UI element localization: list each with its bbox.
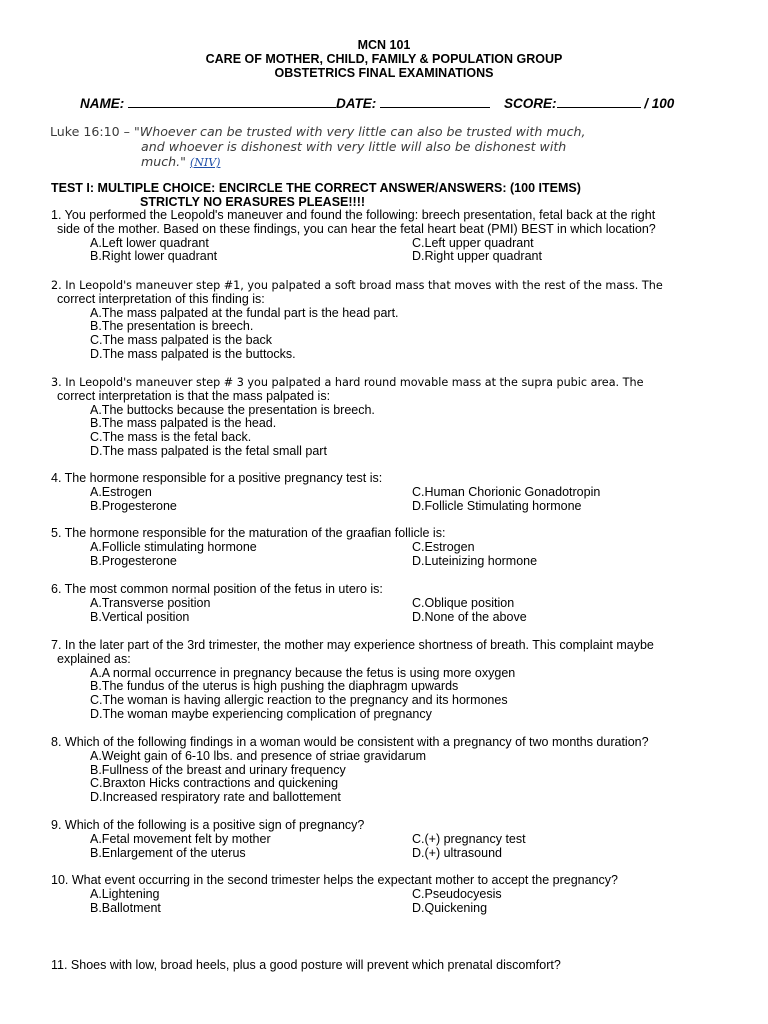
option-b[interactable]: B.Progesterone	[90, 553, 177, 568]
question-stem: 2. In Leopold's maneuver step #1, you palpated a soft broad mass that moves with the rest of the mass. The	[51, 279, 663, 292]
option-a[interactable]: A.Weight gain of 6-10 lbs. and presence of striae gravidarum	[90, 748, 427, 763]
option-a[interactable]: A.Follicle stimulating hormone	[90, 539, 257, 554]
test-subheading: STRICTLY NO ERASURES PLEASE!!!!	[140, 195, 366, 209]
option-c[interactable]: C.Left upper quadrant	[412, 235, 534, 250]
test-heading: TEST I: MULTIPLE CHOICE: ENCIRCLE THE CORRECT ANSWER/ANSWERS: (100 ITEMS)	[51, 181, 581, 195]
option-c[interactable]: C.The mass is the fetal back.	[90, 430, 252, 445]
question-stem: 11. Shoes with low, broad heels, plus a good posture will prevent which prenatal discomfort?	[51, 958, 561, 972]
verse-reference: Luke 16:10 –	[50, 124, 134, 139]
option-c[interactable]: C.The mass palpated is the back	[90, 333, 273, 348]
question-1	[51, 209, 751, 264]
option-a[interactable]: A.The mass palpated at the fundal part is the head part.	[90, 305, 399, 320]
name-label: NAME:	[80, 96, 128, 111]
option-d[interactable]: D.(+) ultrasound	[412, 845, 502, 860]
question-stem: 10. What event occurring in the second trimester helps the expectant mother to accept the pregnancy?	[51, 873, 618, 887]
question-2	[51, 279, 751, 362]
question-stem: 1. You performed the Leopold's maneuver and found the following: breech presentation, fetal back at the right	[51, 208, 656, 222]
option-a[interactable]: A.Lightening	[90, 886, 160, 901]
score-label: SCORE:	[504, 96, 557, 111]
verse-version-link[interactable]: (NIV)	[189, 156, 221, 169]
option-d[interactable]: D.Follicle Stimulating hormone	[412, 498, 582, 513]
question-stem: 9. Which of the following is a positive sign of pregnancy?	[51, 818, 365, 832]
option-c[interactable]: C.The woman is having allergic reaction to the pregnancy and its hormones	[90, 693, 508, 708]
exam-title: OBSTETRICS FINAL EXAMINATIONS	[274, 66, 494, 80]
option-a[interactable]: A.Transverse position	[90, 595, 211, 610]
option-b[interactable]: B.Progesterone	[90, 498, 177, 513]
question-11	[51, 959, 751, 973]
option-d[interactable]: D.Quickening	[412, 900, 488, 915]
option-b[interactable]: B.Ballotment	[90, 900, 161, 915]
question-stem: 6. The most common normal position of the fetus in utero is:	[51, 582, 383, 596]
option-b[interactable]: B.Enlargement of the uterus	[90, 845, 246, 860]
option-c[interactable]: C.(+) pregnancy test	[412, 831, 526, 846]
option-d[interactable]: D.The mass palpated is the buttocks.	[90, 346, 296, 361]
question-6	[51, 583, 751, 624]
score-blank[interactable]	[557, 95, 641, 108]
question-4	[51, 472, 751, 513]
question-stem: 4. The hormone responsible for a positive pregnancy test is:	[51, 471, 383, 485]
option-d[interactable]: D.None of the above	[412, 609, 527, 624]
test-instructions	[51, 181, 751, 209]
question-stem-cont: correct interpretation is that the mass palpated is:	[57, 388, 331, 403]
verse-line-3: much."	[141, 154, 186, 169]
question-10	[51, 874, 751, 915]
course-title: CARE OF MOTHER, CHILD, FAMILY & POPULATION GROUP	[205, 52, 563, 66]
date-blank[interactable]	[380, 95, 490, 108]
option-d[interactable]: D.Increased respiratory rate and ballottement	[90, 790, 341, 805]
question-stem: 7. In the later part of the 3rd trimester, the mother may experience shortness of breath. This complaint maybe	[51, 638, 654, 652]
verse-line-1: "Whoever can be trusted with very little can also be trusted with much,	[133, 124, 586, 139]
question-stem-cont: explained as:	[57, 651, 131, 666]
question-stem: 5. The hormone responsible for the maturation of the graafian follicle is:	[51, 526, 446, 540]
option-c[interactable]: C.Pseudocyesis	[412, 886, 502, 901]
option-b[interactable]: B.Vertical position	[90, 609, 190, 624]
option-a[interactable]: A.Estrogen	[90, 484, 152, 499]
option-c[interactable]: C.Oblique position	[412, 595, 515, 610]
score-total: / 100	[640, 96, 675, 111]
question-stem-cont: side of the mother. Based on these findings, you can hear the fetal heart beat (PMI) BEST in which location?	[57, 221, 656, 236]
question-5	[51, 527, 751, 568]
question-7	[51, 639, 751, 722]
option-d[interactable]: D.Luteinizing hormone	[412, 553, 538, 568]
option-a[interactable]: A.Left lower quadrant	[90, 235, 209, 250]
exam-header	[0, 38, 768, 80]
option-b[interactable]: B.The mass palpated is the head.	[90, 416, 277, 431]
option-c[interactable]: C.Estrogen	[412, 539, 475, 554]
option-c[interactable]: C.Braxton Hicks contractions and quickening	[90, 776, 339, 791]
option-d[interactable]: D.Right upper quadrant	[412, 249, 542, 264]
student-info-line	[80, 95, 720, 111]
option-a[interactable]: A.A normal occurrence in pregnancy because the fetus is using more oxygen	[90, 665, 516, 680]
option-b[interactable]: B.The fundus of the uterus is high pushing the diaphragm upwards	[90, 679, 459, 694]
question-stem: 8. Which of the following findings in a woman would be consistent with a pregnancy of two months duration?	[51, 735, 649, 749]
option-a[interactable]: A.The buttocks because the presentation is breech.	[90, 402, 375, 417]
date-label: DATE:	[336, 96, 380, 111]
name-blank[interactable]	[128, 95, 336, 108]
option-b[interactable]: B.Right lower quadrant	[90, 249, 218, 264]
verse-line-2: and whoever is dishonest with very little will also be dishonest with	[141, 139, 567, 154]
question-3	[51, 376, 751, 459]
question-8	[51, 736, 751, 805]
option-a[interactable]: A.Fetal movement felt by mother	[90, 831, 271, 846]
question-stem: 3. In Leopold's maneuver step # 3 you palpated a hard round movable mass at the supra pubic area. The	[51, 376, 644, 389]
option-d[interactable]: D.The mass palpated is the fetal small part	[90, 443, 327, 458]
question-9	[51, 819, 751, 860]
option-d[interactable]: D.The woman maybe experiencing complication of pregnancy	[90, 706, 432, 721]
option-b[interactable]: B.Fullness of the breast and urinary frequency	[90, 762, 346, 777]
course-code: MCN 101	[357, 38, 411, 52]
bible-verse	[50, 124, 730, 170]
option-b[interactable]: B.The presentation is breech.	[90, 319, 254, 334]
question-stem-cont: correct interpretation of this finding is:	[57, 291, 265, 306]
option-c[interactable]: C.Human Chorionic Gonadotropin	[412, 484, 601, 499]
